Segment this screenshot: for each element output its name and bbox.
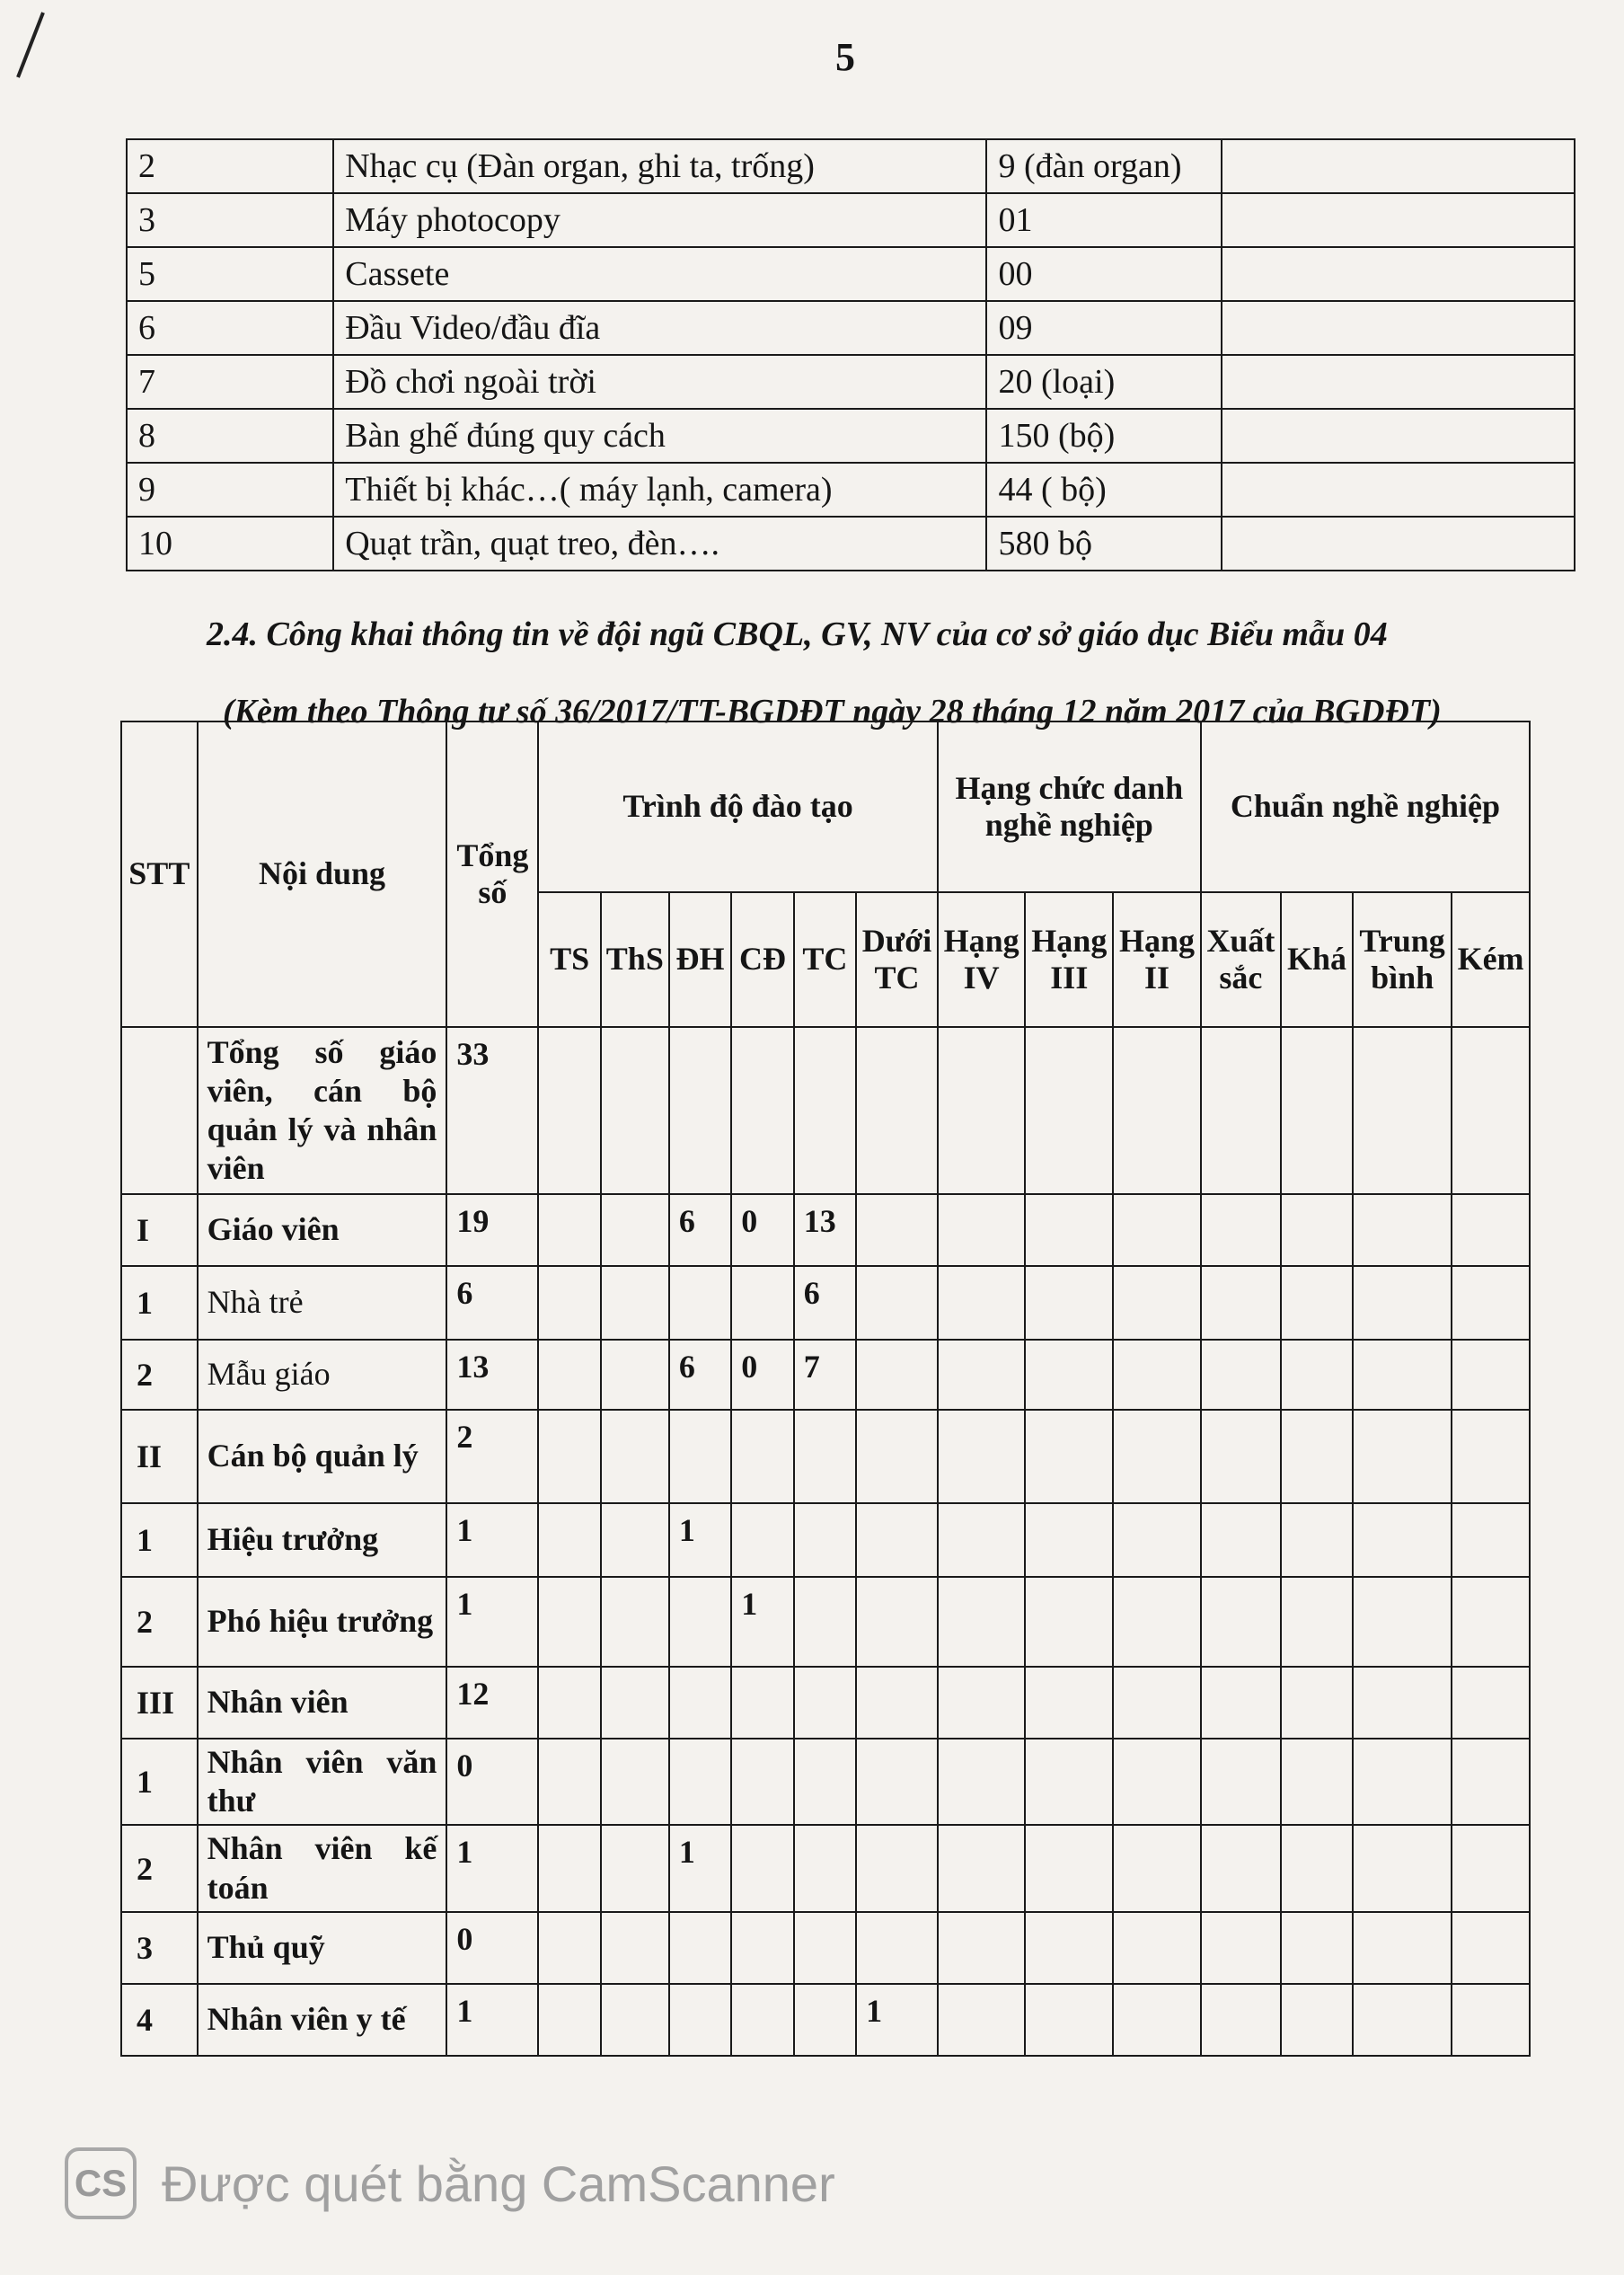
equipment-empty-cell: [1222, 301, 1575, 355]
row-total: 1: [446, 1577, 538, 1667]
subheader-training: Dưới TC: [856, 892, 938, 1027]
subheader-rank: Hạng IV: [938, 892, 1026, 1027]
training-duoi_tc: [856, 1266, 938, 1340]
training-tc: 6: [794, 1266, 856, 1340]
row-label: Tổng số giáo viên, cán bộ quản lý và nhân viên: [198, 1027, 447, 1194]
empty-cell: [1201, 1410, 1281, 1503]
empty-cell: [1025, 1027, 1113, 1194]
training-ths: [601, 1912, 669, 1984]
empty-cell: [1281, 1912, 1353, 1984]
training-ts: [538, 1667, 600, 1739]
empty-cell: [1201, 1984, 1281, 2056]
empty-cell: [1353, 1340, 1452, 1410]
row-total: 33: [446, 1027, 538, 1194]
training-ths: [601, 1825, 669, 1911]
training-tc: 7: [794, 1340, 856, 1410]
empty-cell: [1353, 1667, 1452, 1739]
training-ts: [538, 1984, 600, 2056]
training-duoi_tc: [856, 1577, 938, 1667]
training-cd: [731, 1027, 793, 1194]
row-total: 13: [446, 1340, 538, 1410]
empty-cell: [1113, 1912, 1201, 1984]
equipment-number: 8: [127, 409, 333, 463]
row-label: Nhân viên y tế: [198, 1984, 447, 2056]
training-ths: [601, 1503, 669, 1577]
training-cd: 0: [731, 1340, 793, 1410]
row-total: 1: [446, 1503, 538, 1577]
empty-cell: [938, 1739, 1026, 1825]
header-stt: STT: [121, 721, 198, 1027]
equipment-name: Nhạc cụ (Đàn organ, ghi ta, trống): [333, 139, 986, 193]
empty-cell: [1281, 1739, 1353, 1825]
training-ts: [538, 1912, 600, 1984]
training-ths: [601, 1739, 669, 1825]
training-dh: [669, 1667, 731, 1739]
empty-cell: [938, 1027, 1026, 1194]
equipment-empty-cell: [1222, 193, 1575, 247]
equipment-number: 10: [127, 517, 333, 571]
row-stt: 4: [121, 1984, 198, 2056]
equipment-name: Cassete: [333, 247, 986, 301]
header-rank: Hạng chức danh nghề nghiệp: [938, 721, 1201, 892]
empty-cell: [1201, 1667, 1281, 1739]
empty-cell: [1281, 1194, 1353, 1266]
training-tc: [794, 1739, 856, 1825]
equipment-empty-cell: [1222, 409, 1575, 463]
empty-cell: [1113, 1984, 1201, 2056]
subheader-training: TC: [794, 892, 856, 1027]
training-ts: [538, 1194, 600, 1266]
equipment-empty-cell: [1222, 247, 1575, 301]
training-duoi_tc: [856, 1340, 938, 1410]
training-ts: [538, 1825, 600, 1911]
row-label: Nhà trẻ: [198, 1266, 447, 1340]
empty-cell: [1281, 1667, 1353, 1739]
empty-cell: [1452, 1984, 1530, 2056]
empty-cell: [938, 1503, 1026, 1577]
training-ths: [601, 1266, 669, 1340]
equipment-quantity: 9 (đàn organ): [986, 139, 1221, 193]
empty-cell: [1353, 1739, 1452, 1825]
empty-cell: [938, 1340, 1026, 1410]
empty-cell: [1452, 1825, 1530, 1911]
empty-cell: [1281, 1577, 1353, 1667]
staff-table: [120, 721, 1531, 2057]
row-label: Giáo viên: [198, 1194, 447, 1266]
equipment-name: Máy photocopy: [333, 193, 986, 247]
equipment-number: 6: [127, 301, 333, 355]
empty-cell: [1025, 1667, 1113, 1739]
training-duoi_tc: [856, 1027, 938, 1194]
row-total: 2: [446, 1410, 538, 1503]
empty-cell: [1281, 1984, 1353, 2056]
empty-cell: [1281, 1503, 1353, 1577]
training-dh: 6: [669, 1194, 731, 1266]
staff-row: [121, 1825, 1530, 1911]
empty-cell: [1452, 1503, 1530, 1577]
training-ts: [538, 1503, 600, 1577]
equipment-number: 3: [127, 193, 333, 247]
row-total: 0: [446, 1912, 538, 1984]
empty-cell: [1281, 1027, 1353, 1194]
empty-cell: [1113, 1194, 1201, 1266]
equipment-number: 9: [127, 463, 333, 517]
empty-cell: [1201, 1825, 1281, 1911]
empty-cell: [938, 1410, 1026, 1503]
training-cd: [731, 1739, 793, 1825]
empty-cell: [1201, 1912, 1281, 1984]
subheader-standard: Khá: [1281, 892, 1353, 1027]
row-label: Phó hiệu trưởng: [198, 1577, 447, 1667]
training-tc: [794, 1577, 856, 1667]
empty-cell: [1281, 1340, 1353, 1410]
empty-cell: [1353, 1984, 1452, 2056]
equipment-row: [127, 517, 1575, 571]
empty-cell: [1201, 1194, 1281, 1266]
empty-cell: [1353, 1410, 1452, 1503]
training-dh: [669, 1912, 731, 1984]
empty-cell: [1113, 1027, 1201, 1194]
training-dh: 1: [669, 1825, 731, 1911]
staff-row: [121, 1503, 1530, 1577]
equipment-name: Đồ chơi ngoài trời: [333, 355, 986, 409]
section-subheading: (Kèm theo Thông tư số 36/2017/TT-BGDĐT ngày 28 tháng 12 năm 2017 của BGDĐT): [223, 693, 1442, 730]
row-stt: I: [121, 1194, 198, 1266]
empty-cell: [1113, 1266, 1201, 1340]
equipment-row: [127, 247, 1575, 301]
subheader-standard: Trung bình: [1353, 892, 1452, 1027]
row-label: Nhân viên kế toán: [198, 1825, 447, 1911]
row-stt: 1: [121, 1266, 198, 1340]
training-dh: [669, 1577, 731, 1667]
training-cd: [731, 1825, 793, 1911]
subheader-training: ĐH: [669, 892, 731, 1027]
empty-cell: [1113, 1503, 1201, 1577]
subheader-rank: Hạng II: [1113, 892, 1201, 1027]
training-tc: [794, 1503, 856, 1577]
empty-cell: [1201, 1266, 1281, 1340]
training-dh: [669, 1410, 731, 1503]
empty-cell: [938, 1667, 1026, 1739]
subheader-rank: Hạng III: [1025, 892, 1113, 1027]
empty-cell: [1201, 1027, 1281, 1194]
empty-cell: [1113, 1577, 1201, 1667]
training-tc: [794, 1667, 856, 1739]
empty-cell: [1025, 1194, 1113, 1266]
empty-cell: [1025, 1984, 1113, 2056]
training-duoi_tc: [856, 1912, 938, 1984]
training-ths: [601, 1667, 669, 1739]
row-total: 1: [446, 1984, 538, 2056]
row-total: 6: [446, 1266, 538, 1340]
equipment-name: Thiết bị khác…( máy lạnh, camera): [333, 463, 986, 517]
subheader-standard: Xuất sắc: [1201, 892, 1281, 1027]
training-ts: [538, 1739, 600, 1825]
empty-cell: [1452, 1912, 1530, 1984]
empty-cell: [1113, 1739, 1201, 1825]
empty-cell: [1201, 1577, 1281, 1667]
camscanner-watermark: Được quét bằng CamScanner: [162, 2155, 835, 2212]
row-label: Nhân viên văn thư: [198, 1739, 447, 1825]
empty-cell: [938, 1577, 1026, 1667]
empty-cell: [1452, 1577, 1530, 1667]
staff-row: [121, 1912, 1530, 1984]
equipment-row: [127, 463, 1575, 517]
equipment-quantity: 44 ( bộ): [986, 463, 1221, 517]
equipment-number: 2: [127, 139, 333, 193]
training-tc: [794, 1825, 856, 1911]
training-tc: 13: [794, 1194, 856, 1266]
training-ts: [538, 1266, 600, 1340]
empty-cell: [1353, 1825, 1452, 1911]
training-dh: 6: [669, 1340, 731, 1410]
staff-row: [121, 1194, 1530, 1266]
equipment-empty-cell: [1222, 517, 1575, 571]
row-stt: 2: [121, 1577, 198, 1667]
training-duoi_tc: [856, 1739, 938, 1825]
equipment-row: [127, 301, 1575, 355]
section-heading: 2.4. Công khai thông tin về đội ngũ CBQL, GV, NV của cơ sở giáo dục Biểu mẫu 04: [207, 615, 1388, 653]
empty-cell: [1452, 1667, 1530, 1739]
equipment-name: Quạt trần, quạt treo, đèn….: [333, 517, 986, 571]
equipment-row: [127, 355, 1575, 409]
empty-cell: [1353, 1577, 1452, 1667]
empty-cell: [1113, 1825, 1201, 1911]
training-cd: 0: [731, 1194, 793, 1266]
empty-cell: [1025, 1739, 1113, 1825]
training-cd: [731, 1266, 793, 1340]
equipment-row: [127, 193, 1575, 247]
empty-cell: [1025, 1577, 1113, 1667]
empty-cell: [1113, 1340, 1201, 1410]
subheader-standard: Kém: [1452, 892, 1530, 1027]
empty-cell: [1025, 1912, 1113, 1984]
equipment-quantity: 09: [986, 301, 1221, 355]
row-total: 12: [446, 1667, 538, 1739]
training-cd: [731, 1667, 793, 1739]
row-label: Thủ quỹ: [198, 1912, 447, 1984]
equipment-quantity: 01: [986, 193, 1221, 247]
empty-cell: [1281, 1825, 1353, 1911]
equipment-number: 5: [127, 247, 333, 301]
staff-row: [121, 1577, 1530, 1667]
row-stt: 1: [121, 1503, 198, 1577]
header-total: Tổng số: [446, 721, 538, 1027]
training-dh: [669, 1739, 731, 1825]
equipment-row: [127, 409, 1575, 463]
training-cd: [731, 1503, 793, 1577]
training-duoi_tc: [856, 1667, 938, 1739]
row-total: 1: [446, 1825, 538, 1911]
equipment-quantity: 00: [986, 247, 1221, 301]
empty-cell: [1201, 1739, 1281, 1825]
subheader-training: CĐ: [731, 892, 793, 1027]
training-ths: [601, 1027, 669, 1194]
staff-row: [121, 1340, 1530, 1410]
training-duoi_tc: [856, 1503, 938, 1577]
equipment-quantity: 150 (bộ): [986, 409, 1221, 463]
training-cd: [731, 1984, 793, 2056]
row-label: Mẫu giáo: [198, 1340, 447, 1410]
empty-cell: [1281, 1410, 1353, 1503]
empty-cell: [1353, 1194, 1452, 1266]
empty-cell: [1281, 1266, 1353, 1340]
equipment-empty-cell: [1222, 139, 1575, 193]
training-ths: [601, 1577, 669, 1667]
training-ths: [601, 1340, 669, 1410]
row-label: Nhân viên: [198, 1667, 447, 1739]
training-tc: [794, 1912, 856, 1984]
equipment-number: 7: [127, 355, 333, 409]
training-ts: [538, 1340, 600, 1410]
equipment-table: [126, 138, 1575, 571]
empty-cell: [1353, 1912, 1452, 1984]
training-duoi_tc: [856, 1194, 938, 1266]
empty-cell: [1452, 1340, 1530, 1410]
equipment-name: Bàn ghế đúng quy cách: [333, 409, 986, 463]
equipment-row: [127, 139, 1575, 193]
row-stt: 2: [121, 1340, 198, 1410]
empty-cell: [1025, 1410, 1113, 1503]
empty-cell: [1452, 1739, 1530, 1825]
training-cd: 1: [731, 1577, 793, 1667]
empty-cell: [1025, 1266, 1113, 1340]
training-ths: [601, 1194, 669, 1266]
row-stt: [121, 1027, 198, 1194]
header-standard: Chuẩn nghề nghiệp: [1201, 721, 1530, 892]
camscanner-logo: CS: [65, 2147, 137, 2219]
row-stt: II: [121, 1410, 198, 1503]
training-dh: 1: [669, 1503, 731, 1577]
header-content: Nội dung: [198, 721, 447, 1027]
row-label: Hiệu trưởng: [198, 1503, 447, 1577]
empty-cell: [938, 1825, 1026, 1911]
staff-row: [121, 1739, 1530, 1825]
empty-cell: [1025, 1340, 1113, 1410]
training-duoi_tc: 1: [856, 1984, 938, 2056]
equipment-quantity: 20 (loại): [986, 355, 1221, 409]
equipment-empty-cell: [1222, 463, 1575, 517]
empty-cell: [938, 1984, 1026, 2056]
staff-row: [121, 1266, 1530, 1340]
staff-row: [121, 1984, 1530, 2056]
empty-cell: [938, 1194, 1026, 1266]
empty-cell: [1025, 1825, 1113, 1911]
row-stt: 1: [121, 1739, 198, 1825]
empty-cell: [1452, 1266, 1530, 1340]
equipment-name: Đầu Video/đầu đĩa: [333, 301, 986, 355]
empty-cell: [1025, 1503, 1113, 1577]
empty-cell: [1452, 1410, 1530, 1503]
empty-cell: [1201, 1503, 1281, 1577]
empty-cell: [1452, 1027, 1530, 1194]
training-ts: [538, 1410, 600, 1503]
header-training: Trình độ đào tạo: [538, 721, 937, 892]
page-number: 5: [835, 35, 855, 79]
empty-cell: [1353, 1503, 1452, 1577]
training-ths: [601, 1410, 669, 1503]
training-tc: [794, 1027, 856, 1194]
training-dh: [669, 1027, 731, 1194]
training-dh: [669, 1984, 731, 2056]
training-duoi_tc: [856, 1825, 938, 1911]
equipment-quantity: 580 bộ: [986, 517, 1221, 571]
training-cd: [731, 1912, 793, 1984]
training-cd: [731, 1410, 793, 1503]
training-ts: [538, 1027, 600, 1194]
subheader-training: ThS: [601, 892, 669, 1027]
empty-cell: [1452, 1194, 1530, 1266]
empty-cell: [1201, 1340, 1281, 1410]
empty-cell: [1353, 1027, 1452, 1194]
training-ths: [601, 1984, 669, 2056]
equipment-empty-cell: [1222, 355, 1575, 409]
training-tc: [794, 1984, 856, 2056]
row-stt: 3: [121, 1912, 198, 1984]
subheader-training: TS: [538, 892, 600, 1027]
staff-row: [121, 1667, 1530, 1739]
staff-row: [121, 1410, 1530, 1503]
training-duoi_tc: [856, 1410, 938, 1503]
row-total: 19: [446, 1194, 538, 1266]
empty-cell: [1113, 1410, 1201, 1503]
empty-cell: [1353, 1266, 1452, 1340]
empty-cell: [938, 1912, 1026, 1984]
empty-cell: [1113, 1667, 1201, 1739]
row-stt: 2: [121, 1825, 198, 1911]
row-label: Cán bộ quản lý: [198, 1410, 447, 1503]
row-stt: III: [121, 1667, 198, 1739]
empty-cell: [938, 1266, 1026, 1340]
training-tc: [794, 1410, 856, 1503]
row-total: 0: [446, 1739, 538, 1825]
training-dh: [669, 1266, 731, 1340]
training-ts: [538, 1577, 600, 1667]
staff-row: [121, 1027, 1530, 1194]
pen-stroke-mark: [11, 9, 52, 81]
